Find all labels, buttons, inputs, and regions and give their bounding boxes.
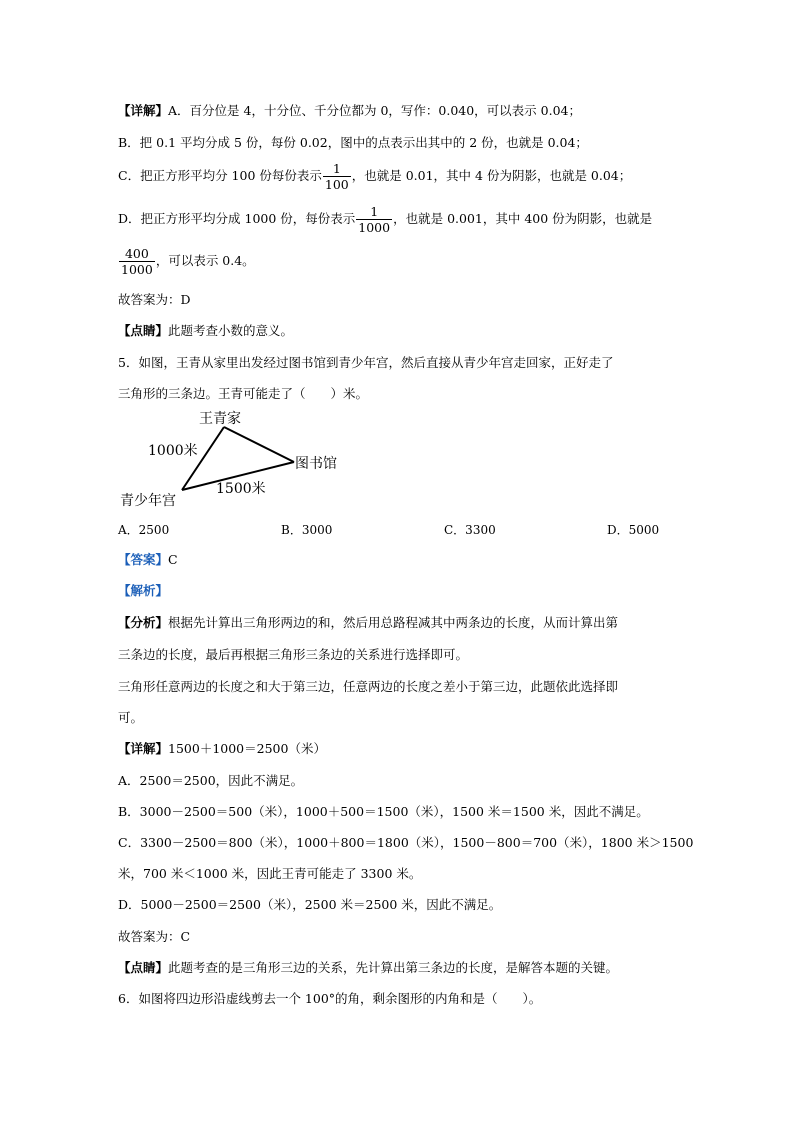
q5-point-line: [118, 960, 618, 976]
detail-a-text: A．百分位是 4，十分位、千分位都为 0，写作：0.040，可以表示 0.04；: [168, 103, 581, 118]
label-library: 图书馆: [295, 456, 337, 472]
q5-final-answer: 故答案为：C: [118, 929, 191, 944]
q5-answer-line: [118, 552, 178, 568]
q5-fenxi-line2: 三条边的长度，最后再根据三角形三条边的关系进行选择即可。: [118, 647, 469, 662]
fraction-numerator: 400: [119, 246, 155, 262]
fraction-numerator: 1: [323, 161, 351, 177]
q5-analysis-line: [118, 583, 168, 599]
label-home: 王青家: [199, 411, 241, 427]
point-tag: 【点睛】: [118, 323, 169, 338]
detail-line-d: [118, 203, 652, 235]
fenxi-tag: 【分析】: [118, 615, 169, 630]
option-c: C．3300: [444, 523, 496, 537]
q5-detail-d: D．5000－2500＝2500（米），2500 米＝2500 米，因此不满足。: [118, 897, 502, 912]
answer-line-top: 故答案为：D: [118, 292, 191, 307]
point-line-top: [118, 323, 293, 339]
q5-stem-line1: 5．如图，王青从家里出发经过图书馆到青少年宫，然后直接从青少年宫走回家，正好走了: [118, 355, 614, 370]
fraction-denominator: 1000: [121, 262, 153, 277]
fraction-denominator: 100: [324, 177, 349, 192]
detail-sum: 1500＋1000＝2500（米）: [168, 741, 326, 756]
label-side-left: 1000米: [148, 443, 198, 459]
label-youth-palace: 青少年宫: [120, 493, 176, 509]
option-b: B．3000: [281, 523, 333, 537]
detail-tag: 【详解】: [118, 103, 169, 118]
answer-value: C: [168, 552, 178, 567]
fraction-numerator: 1: [356, 204, 392, 220]
fenxi-text-1: 根据先计算出三角形两边的和，然后用总路程减其中两条边的长度，从而计算出第: [168, 615, 619, 630]
detail-c-post: ，也就是 0.01，其中 4 份为阴影，也就是 0.04；: [351, 168, 632, 183]
detail-line-d2: [118, 245, 255, 277]
triangle-diagram: [118, 405, 358, 515]
label-side-bottom: 1500米: [216, 481, 266, 497]
detail-line-b: B．把 0.1 平均分成 5 份，每份 0.02，图中的点表示出其中的 2 份，也就是 0.04；: [118, 135, 588, 150]
point-text: 此题考查小数的意义。: [168, 323, 294, 338]
detail-line-c: [118, 160, 631, 192]
detail-line-a: [118, 103, 581, 119]
detail-d2-post: ，可以表示 0.4。: [155, 253, 255, 268]
q5-fenxi-line1: [118, 615, 618, 631]
fraction-1-1000: [356, 204, 392, 235]
fraction-denominator: 1000: [358, 220, 391, 235]
q5-detail-a: A．2500＝2500，因此不满足。: [118, 773, 304, 788]
q5-fenxi-line3: 三角形任意两边的长度之和大于第三边，任意两边的长度之差小于第三边，此题依此选择即: [118, 679, 619, 694]
answer-tag: 【答案】: [118, 552, 169, 567]
point-text-q5: 此题考查的是三角形三边的关系，先计算出第三条边的长度，是解答本题的关键。: [168, 960, 619, 975]
q5-detail-c2: 米，700 米＜1000 米，因此王青可能走了 3300 米。: [118, 866, 422, 881]
detail-tag-q5: 【详解】: [118, 741, 169, 756]
option-d: D．5000: [607, 523, 660, 537]
detail-c-pre: C．把正方形平均分 100 份每份表示: [118, 168, 322, 183]
q6-stem: 6．如图将四边形沿虚线剪去一个 100°的角，剩余图形的内角和是（ ）。: [118, 991, 542, 1006]
analysis-tag: 【解析】: [118, 583, 169, 598]
detail-d-post: ，也就是 0.001，其中 400 份为阴影，也就是: [393, 211, 653, 226]
q5-detail-b: B．3000－2500＝500（米），1000＋500＝1500（米），1500 米＝1500 米，因此不满足。: [118, 804, 649, 819]
point-tag-q5: 【点睛】: [118, 960, 169, 975]
q5-stem-line2: 三角形的三条边。王青可能走了（ ）米。: [118, 386, 369, 401]
q5-detail-c1: C．3300－2500＝800（米），1000＋800＝1800（米），1500－800＝700（米），1800 米＞1500: [118, 835, 694, 850]
option-a: A．2500: [118, 523, 170, 537]
fraction-400-1000: [119, 246, 155, 277]
detail-d-pre: D．把正方形平均分成 1000 份，每份表示: [118, 211, 356, 226]
q5-detail-line0: [118, 741, 326, 757]
q5-fenxi-line4: 可。: [118, 710, 144, 725]
triangle-side-home-library: [224, 427, 294, 462]
fraction-1-100: [323, 161, 351, 192]
